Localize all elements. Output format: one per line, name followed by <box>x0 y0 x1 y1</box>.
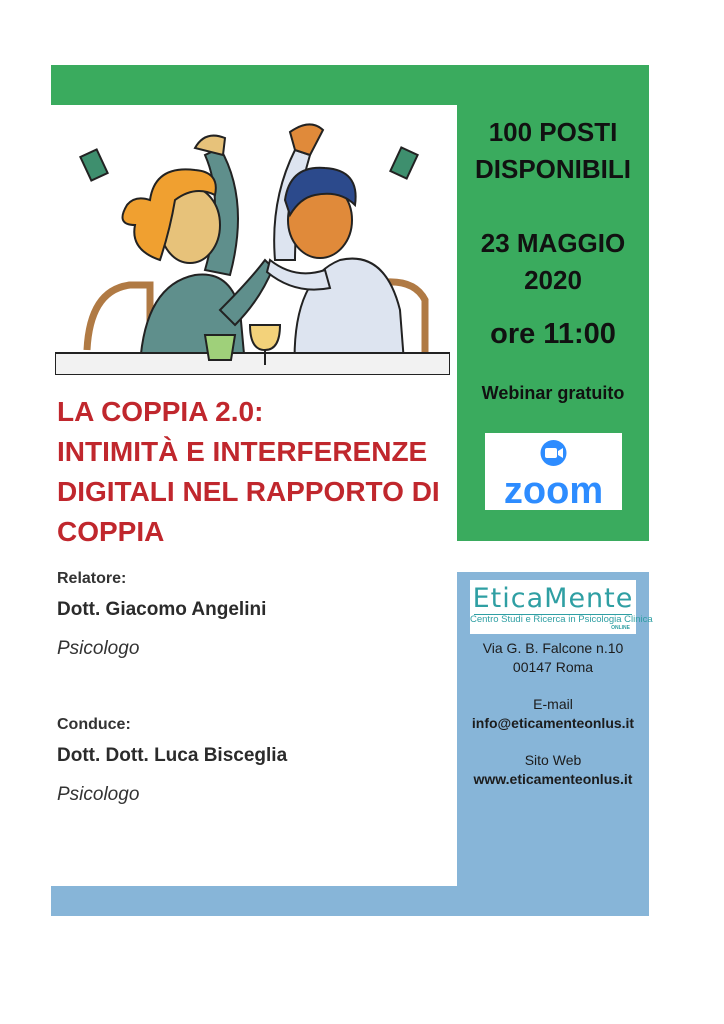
logo-tag: ONLINE <box>611 625 630 631</box>
address-line-1: Via G. B. Falcone n.10 <box>482 640 624 656</box>
event-format: Webinar gratuito <box>481 383 625 403</box>
zoom-icon <box>485 433 622 510</box>
website-label: Sito Web <box>524 752 582 768</box>
event-time: ore 11:00 <box>490 318 616 350</box>
host-label: Conduce: <box>57 716 131 733</box>
title-line: LA COPPIA 2.0: <box>57 396 264 427</box>
title-line: INTIMITÀ E INTERFERENZE <box>57 436 428 467</box>
speaker-role: Psicologo <box>57 638 140 659</box>
logo-subtitle: Centro Studi e Ricerca in Psicologia Clinica <box>470 614 653 625</box>
title-line: COPPIA <box>57 516 165 547</box>
host-role: Psicologo <box>57 784 140 805</box>
email-link[interactable]: info@eticamenteonlus.it <box>471 715 635 731</box>
event-title <box>57 392 452 552</box>
website-link[interactable]: www.eticamenteonlus.it <box>473 771 633 787</box>
top-green-band <box>51 65 649 105</box>
host-name: Dott. Dott. Luca Bisceglia <box>57 745 288 766</box>
logo-text: EticaMente <box>472 583 634 614</box>
zoom-wordmark: zoom <box>503 470 604 510</box>
email-label: E-mail <box>533 696 573 712</box>
seats-line-1: 100 POSTI <box>488 117 618 147</box>
bottom-blue-band <box>51 886 649 916</box>
date-line-1: 23 MAGGIO <box>480 228 626 258</box>
seats-line-2: DISPONIBILI <box>474 154 631 184</box>
speaker-name: Dott. Giacomo Angelini <box>57 599 267 620</box>
date-line-2: 2020 <box>524 265 582 295</box>
speaker-label: Relatore: <box>57 570 127 587</box>
address-line-2: 00147 Roma <box>512 659 594 675</box>
zoom-logo <box>485 433 622 510</box>
couple-illustration <box>55 110 450 375</box>
title-line: DIGITALI NEL RAPPORTO DI <box>57 476 440 507</box>
eticamente-logo <box>470 580 653 634</box>
